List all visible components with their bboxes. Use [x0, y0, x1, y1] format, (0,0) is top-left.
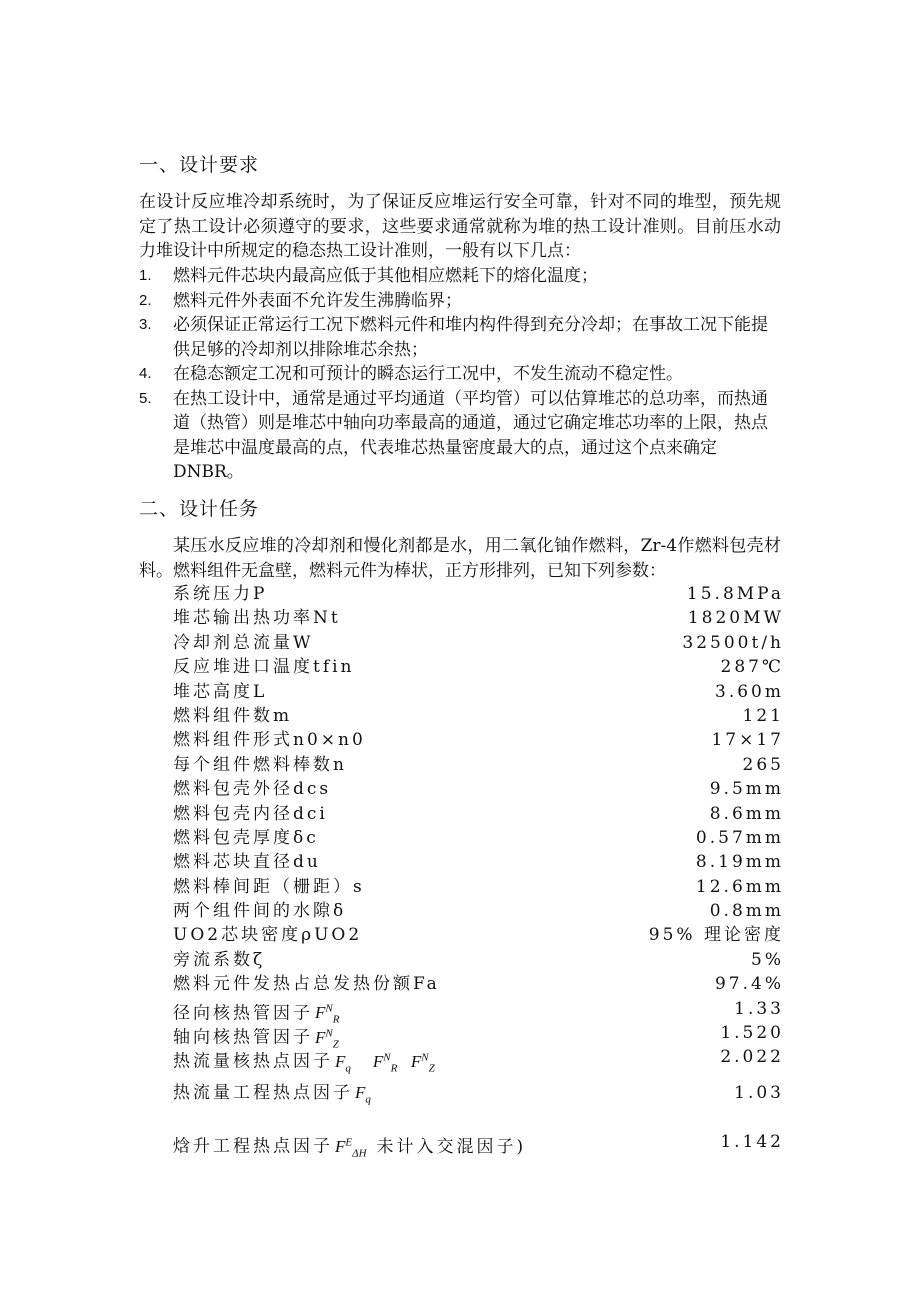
- parameter-value: 5%: [751, 949, 784, 970]
- list-item: [139, 362, 781, 387]
- symbol-sup: N: [383, 1051, 391, 1064]
- section-heading-design-requirements: 一、设计要求: [139, 154, 260, 176]
- symbol-base: F: [372, 1052, 384, 1072]
- parameter-label: 燃料包壳内径dci: [173, 803, 328, 824]
- symbol-sup: N: [325, 1002, 333, 1015]
- section-heading-design-task: 二、设计任务: [139, 498, 260, 520]
- parameter-row: [173, 728, 784, 752]
- parameter-row: [173, 875, 784, 899]
- factor-row: [173, 1021, 784, 1051]
- parameter-row: [173, 680, 784, 704]
- factor-row: [173, 1130, 784, 1160]
- parameter-value: 12.6mm: [695, 876, 784, 897]
- factor-label: [173, 1130, 526, 1165]
- parameter-value: 8.19mm: [695, 852, 784, 873]
- parameter-label: 反应堆进口温度tfin: [173, 657, 355, 678]
- symbol-base: F: [315, 1003, 326, 1023]
- factor-name: 热流量工程热点因子: [173, 1083, 353, 1104]
- parameter-row: [173, 850, 784, 874]
- parameter-value: 287℃: [720, 657, 784, 678]
- symbol-sup: N: [325, 1027, 333, 1040]
- parameter-value: 265: [742, 754, 784, 775]
- factor-value: 1.520: [720, 1023, 784, 1044]
- parameter-label: 旁流系数ζ: [173, 949, 266, 970]
- parameter-value: 1820MW: [687, 608, 784, 629]
- parameter-value: 32500t/h: [682, 632, 784, 653]
- factor-name: 焓升工程热点因子: [173, 1137, 333, 1158]
- symbol-sub: ΔH: [352, 1147, 367, 1160]
- parameter-label: 燃料包壳厚度δc: [173, 827, 319, 848]
- math-symbol: [335, 1052, 351, 1075]
- factor-note: 未计入交混因子): [376, 1137, 527, 1158]
- factor-value: 1.33: [734, 998, 784, 1019]
- factor-name: 轴向核热管因子: [173, 1027, 313, 1048]
- symbol-sup: E: [345, 1136, 353, 1149]
- parameter-row: [173, 631, 784, 655]
- parameter-label: 燃料组件数m: [173, 705, 293, 726]
- parameter-value: 3.60m: [715, 681, 784, 702]
- parameter-row: [173, 606, 784, 630]
- factor-name: 热流量核热点因子: [173, 1052, 333, 1073]
- parameter-label: 堆芯输出热功率Nt: [173, 608, 341, 629]
- math-symbol: [410, 1051, 435, 1075]
- symbol-base: F: [315, 1027, 326, 1047]
- parameter-label: 燃料包壳外径dcs: [173, 779, 332, 800]
- math-symbol: [335, 1136, 367, 1160]
- list-item: [139, 289, 781, 314]
- symbol-sub: q: [365, 1093, 371, 1106]
- parameter-value: 8.6mm: [709, 803, 784, 824]
- symbol-sub: R: [390, 1062, 398, 1075]
- task-paragraph: 某压水反应堆的冷却剂和慢化剂都是水，用二氧化铀作燃料，Zr-4作燃料包壳材料。燃料组件无盒壁，燃料元件为棒状，正方形排列，已知下列参数：: [139, 536, 781, 581]
- symbol-base: F: [355, 1083, 366, 1103]
- parameter-value: 15.8MPa: [686, 584, 784, 604]
- symbol-sub: q: [345, 1062, 351, 1075]
- parameter-value: 97.4%: [714, 974, 784, 995]
- parameter-row: [173, 923, 784, 947]
- parameter-row: [173, 582, 784, 606]
- list-item: [139, 264, 781, 289]
- parameter-label: 冷却剂总流量W: [173, 632, 314, 653]
- math-symbol: [315, 1027, 339, 1051]
- symbol-sub: Z: [332, 1038, 339, 1051]
- list-text: 必须保证正常运行工况下燃料元件和堆内构件得到充分冷却；在事故工况下能提供足够的冷却剂以排除堆芯余热；: [173, 315, 768, 360]
- parameter-label: 燃料组件形式n0×n0: [173, 730, 366, 751]
- factor-value: 1.142: [720, 1132, 784, 1153]
- parameter-row: [173, 655, 784, 679]
- list-item: [139, 313, 781, 362]
- symbol-sub: Z: [428, 1062, 435, 1075]
- symbol-base: F: [335, 1052, 346, 1072]
- symbol-base: F: [335, 1137, 346, 1157]
- parameter-value: 0.8mm: [709, 901, 784, 922]
- factor-name: 径向核热管因子: [173, 1003, 313, 1024]
- symbol-sup: N: [421, 1051, 429, 1064]
- math-symbol: [372, 1051, 398, 1075]
- parameter-value: 121: [742, 705, 784, 726]
- list-item: [139, 387, 781, 485]
- factor-row: [173, 997, 784, 1026]
- parameter-label: 两个组件间的水隙δ: [173, 901, 347, 922]
- math-symbol: [355, 1083, 371, 1106]
- factor-row: [173, 1081, 784, 1130]
- factor-label: [173, 1081, 371, 1112]
- parameter-value: 0.57mm: [695, 827, 784, 848]
- factor-value: 1.03: [734, 1083, 784, 1104]
- symbol-base: F: [410, 1052, 422, 1072]
- parameter-row: [173, 972, 784, 996]
- parameter-label: 每个组件燃料棒数n: [173, 754, 347, 775]
- list-number: 3.: [139, 316, 152, 333]
- parameter-label: 系统压力P: [173, 584, 268, 604]
- list-text: 在稳态额定工况和可预计的瞬态运行工况中，不发生流动不稳定性。: [173, 364, 683, 384]
- list-text: 燃料元件芯块内最高应低于其他相应燃耗下的熔化温度；: [173, 266, 598, 286]
- parameter-row: [173, 704, 784, 728]
- symbol-sub: R: [332, 1013, 340, 1026]
- parameter-row: [173, 948, 784, 972]
- math-symbol: [315, 1002, 340, 1026]
- parameter-label: 燃料棒间距（栅距）s: [173, 876, 365, 897]
- parameter-row: [173, 753, 784, 777]
- parameter-value: 95% 理论密度: [648, 925, 784, 946]
- factor-row: [173, 1045, 784, 1081]
- parameter-row: [173, 899, 784, 923]
- list-text: 燃料元件外表面不允许发生沸腾临界；: [173, 290, 462, 311]
- list-number: 5.: [139, 389, 152, 407]
- parameter-label: 堆芯高度L: [173, 681, 268, 702]
- factor-value: 2.022: [720, 1047, 784, 1068]
- factor-label: [173, 1045, 435, 1080]
- parameter-label: 燃料芯块直径du: [173, 852, 321, 873]
- parameter-value: 9.5mm: [709, 779, 784, 800]
- list-number: 1.: [139, 267, 152, 284]
- parameter-table: [173, 582, 784, 1160]
- parameter-row: [173, 826, 784, 850]
- parameter-row: [173, 777, 784, 801]
- parameter-label: 燃料元件发热占总发热份额Fa: [173, 974, 440, 995]
- criteria-list: [139, 264, 781, 485]
- parameter-value: 17×17: [711, 730, 784, 751]
- parameter-row: [173, 802, 784, 826]
- parameter-label: UO2芯块密度ρUO2: [173, 925, 363, 946]
- list-text: 在热工设计中，通常是通过平均通道（平均管）可以估算堆芯的总功率，而热通道（热管）则是堆芯中轴向功率最高的通道，通过它确定堆芯功率的上限，热点是堆芯中温度最高的点，代表堆芯热量密度最大的点，通过这个点来确定 DNBR。: [173, 388, 768, 482]
- list-number: 4.: [139, 365, 152, 382]
- intro-paragraph: 在设计反应堆冷却系统时，为了保证反应堆运行安全可靠，针对不同的堆型，预先规定了热工设计必须遵守的要求，这些要求通常就称为堆的热工设计准则。目前压水动力堆设计中所规定的稳态热工设计准则，一般有以下几点：: [139, 192, 781, 261]
- list-number: 2.: [139, 291, 152, 309]
